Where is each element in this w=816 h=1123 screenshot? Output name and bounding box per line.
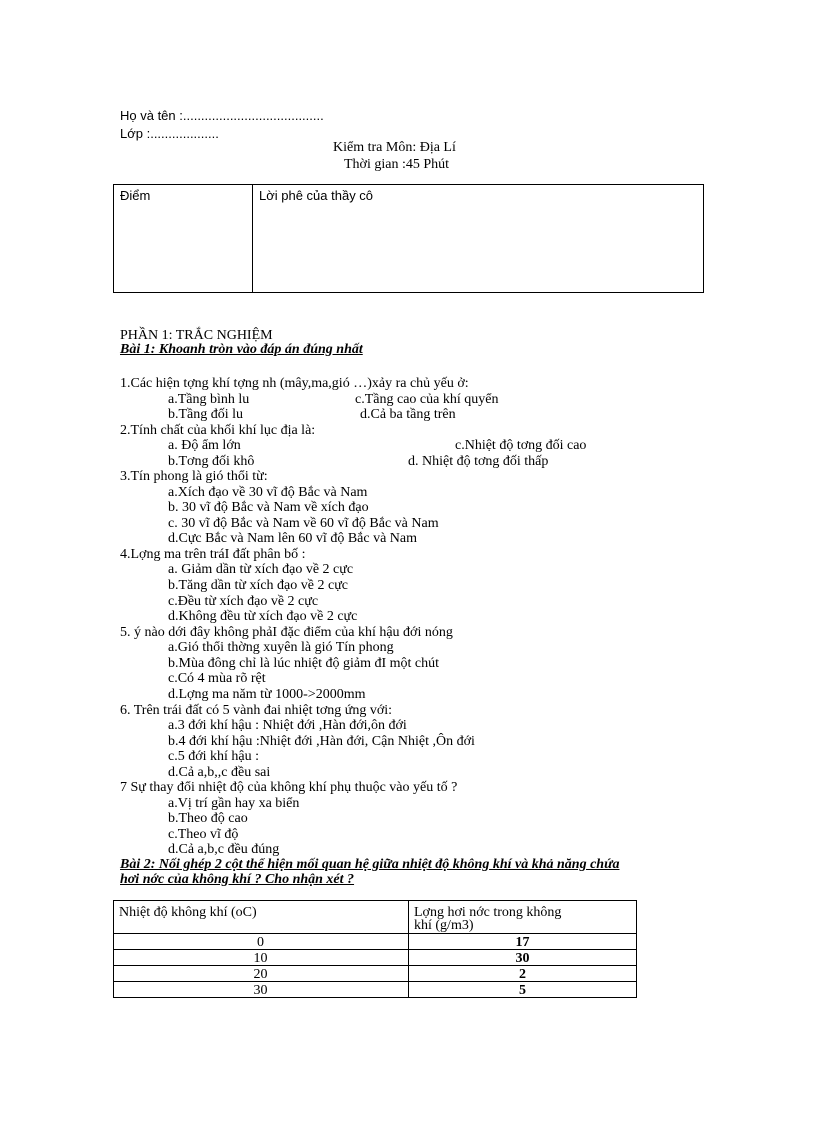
q3-stem: 3.Tín phong là gió thổi từ: [120, 469, 268, 484]
q7-option-a: a.Vị trí gần hay xa biển [168, 796, 300, 811]
q5-option-d: d.Lợng ma năm từ 1000->2000mm [168, 687, 366, 702]
q7-option-d: d.Cả a,b,c đều đúng [168, 842, 280, 857]
q2-stem: 2.Tính chất của khối khí lục địa là: [120, 423, 316, 438]
table-header-vapor-line1: Lợng hơi nớc trong không [414, 905, 562, 920]
part1-title: PHẦN 1: TRẮC NGHIỆM [120, 328, 273, 343]
q6-option-d: d.Cả a,b,,c đều sai [168, 765, 271, 780]
q1-option-c: c.Tầng cao của khí quyển [355, 392, 499, 407]
q3-option-d: d.Cực Bắc và Nam lên 60 vĩ độ Bắc và Nam [168, 531, 418, 546]
table-cell-vapor: 30 [515, 951, 530, 966]
q5-option-b: b.Mùa đông chỉ là lúc nhiệt độ giảm đI một chút [168, 656, 440, 671]
table-cell-temp: 20 [253, 967, 268, 982]
q6-option-a: a.3 đới khí hậu : Nhiệt đới ,Hàn đới,ôn đới [168, 718, 407, 733]
q2-option-c: c.Nhiệt độ tơng đối cao [455, 438, 587, 453]
q4-option-a: a. Giảm dần từ xích đạo về 2 cực [168, 562, 354, 577]
class-label: Lớp :................... [120, 126, 219, 141]
q1-stem: 1.Các hiện tợng khí tợng nh (mây,ma,gió …)xảy ra chủ yếu ở: [120, 376, 469, 391]
score-box-divider [252, 184, 253, 293]
q2-option-d: d. Nhiệt độ tơng đối thấp [408, 454, 549, 469]
q7-stem: 7 Sự thay đổi nhiệt độ của không khí phụ thuộc vào yếu tố ? [120, 780, 458, 795]
q5-stem: 5. ý nào dới đây không phảI đặc điểm của khí hậu đới nóng [120, 625, 453, 640]
q6-option-c: c.5 đới khí hậu : [168, 749, 259, 764]
table-header-divider [113, 933, 637, 934]
q3-option-c: c. 30 vĩ độ Bắc và Nam về 60 vĩ độ Bắc và Nam [168, 516, 439, 531]
score-comment-box [113, 184, 704, 293]
q4-option-c: c.Đều từ xích đạo về 2 cực [168, 594, 319, 609]
q7-option-b: b.Theo độ cao [168, 811, 248, 826]
exercise1-title: Bài 1: Khoanh tròn vào đáp án đúng nhất [120, 342, 363, 357]
q4-option-b: b.Tăng dần từ xích đạo về 2 cực [168, 578, 349, 593]
exam-title: Kiểm tra Môn: Địa Lí [333, 140, 456, 155]
q3-option-a: a.Xích đạo về 30 vĩ độ Bắc và Nam [168, 485, 368, 500]
table-header-vapor-line2: khí (g/m3) [414, 918, 474, 933]
table-cell-vapor: 5 [519, 983, 526, 998]
q2-option-b: b.Tơng đối khô [168, 454, 255, 469]
table-header-temperature: Nhiệt độ không khí (oC) [119, 905, 257, 920]
exam-time: Thời gian :45 Phút [344, 157, 450, 172]
q1-option-a: a.Tầng bình lu [168, 392, 250, 407]
q5-option-c: c.Có 4 mùa rõ rệt [168, 671, 266, 686]
q1-option-d: d.Cả ba tầng trên [360, 407, 456, 422]
table-cell-temp: 0 [257, 935, 264, 950]
q6-stem: 6. Trên trái đất có 5 vành đai nhiệt tơng ứng với: [120, 703, 393, 718]
q1-option-b: b.Tầng đối lu [168, 407, 244, 422]
q4-stem: 4.Lợng ma trên tráI đất phân bố : [120, 547, 306, 562]
q7-option-c: c.Theo vĩ độ [168, 827, 239, 842]
table-cell-vapor: 17 [515, 935, 530, 950]
q5-option-a: a.Gió thổi thờng xuyên là gió Tín phong [168, 640, 394, 655]
exercise2-title-line1: Bài 2: Nối ghép 2 cột thể hiện mối quan hệ giữa nhiệt độ không khí và khả năng chứa [120, 857, 620, 872]
exercise2-title-line2: hơi nớc của không khí ? Cho nhận xét ? [120, 872, 355, 887]
score-label: Điểm [120, 188, 151, 203]
q4-option-d: d.Không đều từ xích đạo về 2 cực [168, 609, 358, 624]
q2-option-a: a. Độ ẩm lớn [168, 438, 241, 453]
teacher-comment-label: Lời phê của thầy cô [259, 188, 374, 203]
name-label: Họ và tên :....................................... [120, 108, 324, 123]
table-cell-temp: 10 [253, 951, 268, 966]
q6-option-b: b.4 đới khí hậu :Nhiệt đới ,Hàn đới, Cận Nhiệt ,Ôn đới [168, 734, 475, 749]
table-cell-vapor: 2 [519, 967, 526, 982]
q3-option-b: b. 30 vĩ độ Bắc và Nam về xích đạo [168, 500, 369, 515]
table-cell-temp: 30 [253, 983, 268, 998]
